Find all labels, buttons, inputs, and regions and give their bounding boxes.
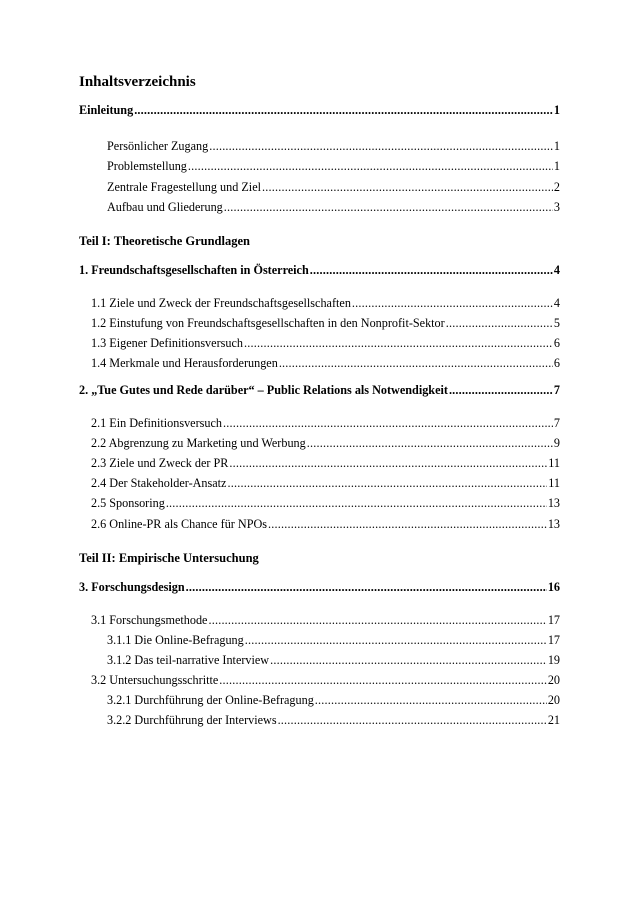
- toc-entry-label: 3.1 Forschungsmethode: [91, 613, 208, 627]
- toc-entry[interactable]: [91, 416, 560, 431]
- leader-dots: [315, 693, 547, 708]
- leader-dots: [268, 517, 547, 532]
- leader-dots: [229, 456, 547, 471]
- leader-dots: [278, 713, 547, 728]
- toc-entry-label: Einleitung: [79, 103, 134, 117]
- toc-entry-label: 3.1.2 Das teil-narrative Interview: [107, 653, 270, 667]
- toc-page-number: 9: [553, 436, 560, 450]
- leader-dots: [209, 139, 553, 154]
- toc-chapter-3[interactable]: [79, 580, 560, 595]
- toc-page-number: 20: [547, 693, 560, 707]
- toc-entry[interactable]: [91, 476, 560, 491]
- toc-entry[interactable]: [91, 356, 560, 371]
- toc-entry[interactable]: [107, 713, 560, 728]
- toc-page-number: 2: [553, 180, 560, 194]
- toc-entry[interactable]: [91, 613, 560, 628]
- toc-page-number: 3: [553, 200, 560, 214]
- toc-entry-label: 3.2.1 Durchführung der Online-Befragung: [107, 693, 314, 707]
- toc-page-number: 7: [553, 383, 560, 397]
- toc-page-number: 17: [547, 633, 560, 647]
- toc-page-number: 21: [547, 713, 560, 727]
- toc-entry[interactable]: [107, 139, 560, 154]
- leader-dots: [134, 103, 553, 118]
- toc-chapter-2[interactable]: [79, 383, 560, 398]
- leader-dots: [188, 159, 553, 174]
- toc-entry-label: 2.4 Der Stakeholder-Ansatz: [91, 476, 227, 490]
- toc-entry[interactable]: [107, 180, 560, 195]
- leader-dots: [166, 496, 547, 511]
- toc-entry-label: 3. Forschungsdesign: [79, 580, 185, 594]
- toc-entry-label: 1.4 Merkmale und Herausforderungen: [91, 356, 278, 370]
- toc-page-number: 13: [547, 517, 560, 531]
- toc-entry-label: 3.2.2 Durchführung der Interviews: [107, 713, 277, 727]
- toc-entry[interactable]: [107, 633, 560, 648]
- toc-entry-label: Zentrale Fragestellung und Ziel: [107, 180, 261, 194]
- toc-entry-label: Persönlicher Zugang: [107, 139, 209, 153]
- leader-dots: [449, 383, 553, 398]
- toc-entry[interactable]: [91, 436, 560, 451]
- toc-page-number: 20: [547, 673, 560, 687]
- toc-entry-label: Problemstellung: [107, 159, 187, 173]
- leader-dots: [270, 653, 547, 668]
- toc-entry[interactable]: [107, 200, 560, 215]
- toc-page-number: 19: [547, 653, 560, 667]
- toc-entry-label: 1.2 Einstufung von Freundschaftsgesellschaften in den Nonprofit-Sektor: [91, 316, 445, 330]
- toc-entry[interactable]: [91, 517, 560, 532]
- toc-page-number: 1: [553, 159, 560, 173]
- leader-dots: [208, 613, 546, 628]
- toc-entry[interactable]: [107, 159, 560, 174]
- toc-chapter-1[interactable]: [79, 263, 560, 278]
- leader-dots: [310, 263, 553, 278]
- toc-page-number: 4: [553, 296, 560, 310]
- toc-page-number: 1: [553, 139, 560, 153]
- leader-dots: [223, 416, 553, 431]
- toc-entry-label: 2.6 Online-PR als Chance für NPOs: [91, 517, 268, 531]
- toc-entry-label: 2. „Tue Gutes und Rede darüber“ – Public Relations als Notwendigkeit: [79, 383, 448, 397]
- toc-page-number: 6: [553, 336, 560, 350]
- toc-entry-label: 1. Freundschaftsgesellschaften in Österreich: [79, 263, 309, 277]
- toc-page-number: 11: [548, 476, 560, 490]
- toc-page-number: 6: [553, 356, 560, 370]
- toc-page-number: 13: [547, 496, 560, 510]
- toc-entry[interactable]: [91, 296, 560, 311]
- part-heading-1: Teil I: Theoretische Grundlagen: [79, 234, 250, 248]
- leader-dots: [219, 673, 547, 688]
- toc-entry-label: 3.1.1 Die Online-Befragung: [107, 633, 244, 647]
- leader-dots: [244, 336, 553, 351]
- toc-entry[interactable]: [91, 673, 560, 688]
- leader-dots: [352, 296, 553, 311]
- leader-dots: [224, 200, 553, 215]
- toc-heading: Inhaltsverzeichnis: [79, 74, 196, 90]
- toc-page-number: 5: [553, 316, 560, 330]
- toc-entry[interactable]: [91, 316, 560, 331]
- toc-entry[interactable]: [107, 653, 560, 668]
- toc-entry[interactable]: [107, 693, 560, 708]
- part-heading-2: Teil II: Empirische Untersuchung: [79, 551, 259, 565]
- toc-page-number: 4: [553, 263, 560, 277]
- toc-entry-label: 3.2 Untersuchungsschritte: [91, 673, 219, 687]
- toc-entry-label: 2.5 Sponsoring: [91, 496, 165, 510]
- toc-page-number: 7: [553, 416, 560, 430]
- toc-page-number: 17: [547, 613, 560, 627]
- leader-dots: [307, 436, 553, 451]
- toc-entry-label: 2.1 Ein Definitionsversuch: [91, 416, 222, 430]
- toc-entry-label: 2.3 Ziele und Zweck der PR: [91, 456, 229, 470]
- leader-dots: [186, 580, 547, 595]
- toc-entry[interactable]: [91, 336, 560, 351]
- leader-dots: [227, 476, 547, 491]
- toc-entry-einleitung[interactable]: [79, 103, 560, 118]
- toc-entry[interactable]: [91, 456, 560, 471]
- leader-dots: [245, 633, 547, 648]
- toc-page-number: 11: [548, 456, 560, 470]
- toc-entry-label: Aufbau und Gliederung: [107, 200, 223, 214]
- leader-dots: [446, 316, 553, 331]
- toc-entry-label: 1.3 Eigener Definitionsversuch: [91, 336, 243, 350]
- toc-page-number: 16: [547, 580, 560, 594]
- leader-dots: [279, 356, 553, 371]
- toc-entry-label: 1.1 Ziele und Zweck der Freundschaftsgesellschaften: [91, 296, 351, 310]
- leader-dots: [262, 180, 553, 195]
- toc-page-number: 1: [553, 103, 560, 117]
- toc-entry[interactable]: [91, 496, 560, 511]
- toc-entry-label: 2.2 Abgrenzung zu Marketing und Werbung: [91, 436, 306, 450]
